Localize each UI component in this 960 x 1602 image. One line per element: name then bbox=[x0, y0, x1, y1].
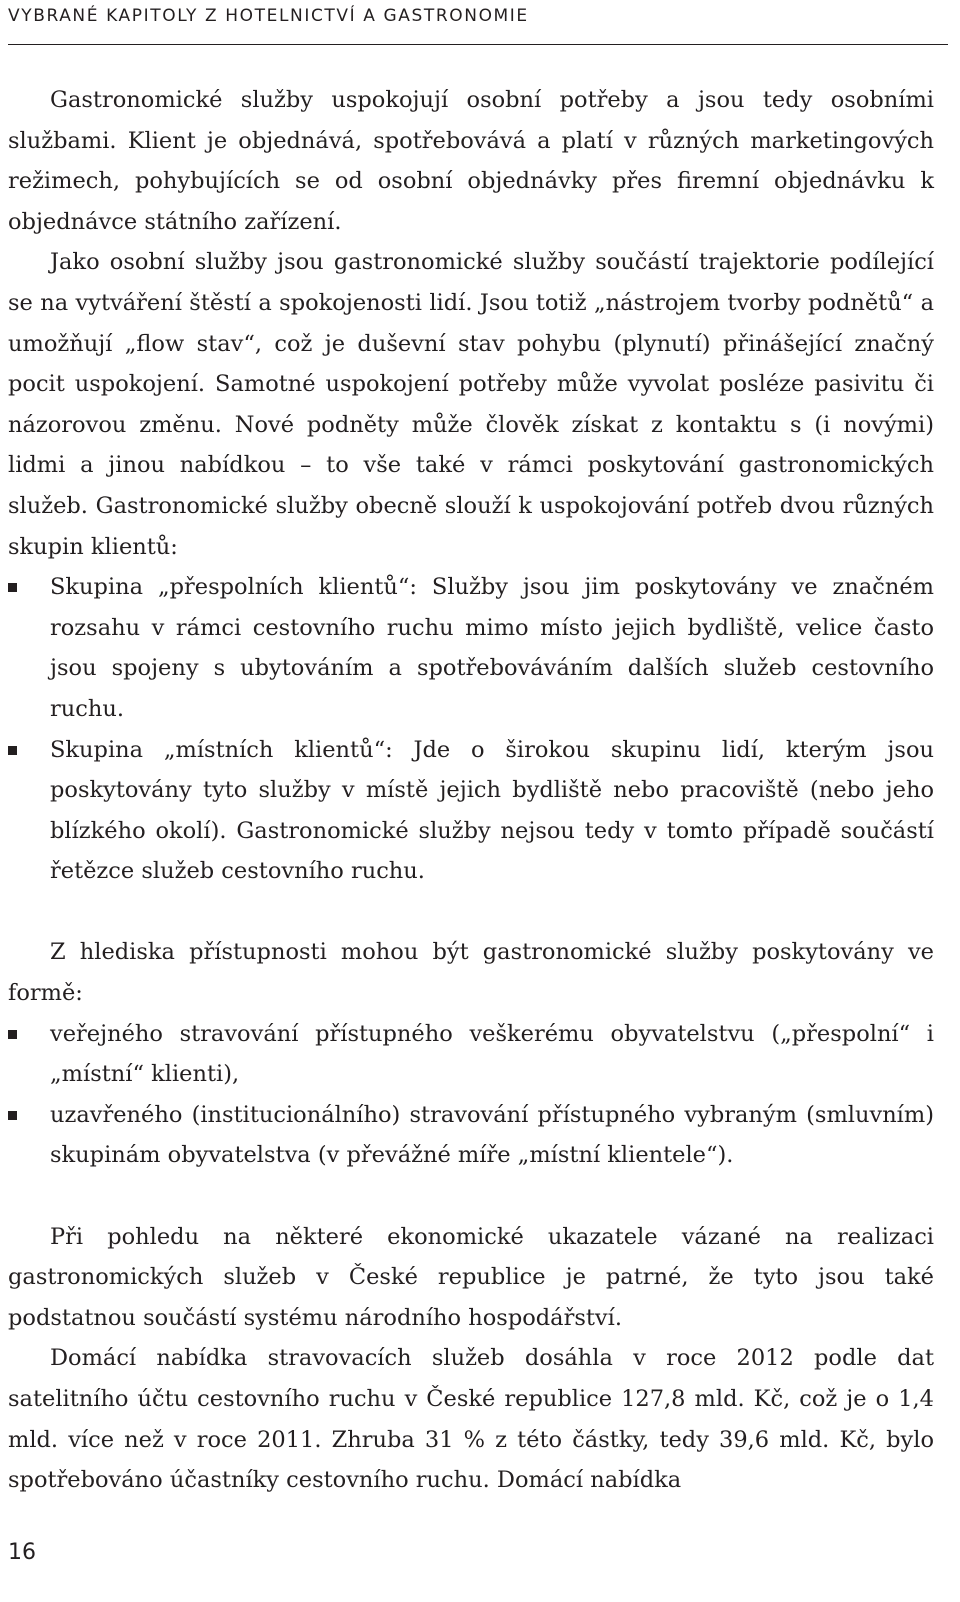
square-bullet-icon bbox=[8, 583, 17, 592]
running-header: VYBRANÉ KAPITOLY Z HOTELNICTVÍ A GASTRONOMIE bbox=[8, 6, 529, 26]
list-item-text: Skupina „přespolních klientů“: Služby jsou jim poskytovány ve značném rozsahu v rámci cestovního ruchu mimo místo jejich bydliště, velice často jsou spojeny s ubytováním a spotřebováváním dalších služeb cestovního ruchu. bbox=[50, 574, 934, 722]
paragraph-economic-indicators: Při pohledu na některé ekonomické ukazatele vázané na realizaci gastronomických služeb v České republice je patrné, že tyto jsou také podstatnou součástí systému národního hospodářství. bbox=[8, 1223, 934, 1331]
page-body bbox=[8, 80, 934, 1501]
square-bullet-icon bbox=[8, 746, 17, 755]
list-item bbox=[8, 1014, 934, 1095]
client-groups-list bbox=[8, 567, 934, 892]
paragraph-domestic-supply: Domácí nabídka stravovacích služeb dosáhla v roce 2012 podle dat satelitního účtu cestovního ruchu v České republice 127,8 mld. Kč, což je o 1,4 mld. více než v roce 2011. Zhruba 31 % z této částky, tedy 39,6 mld. Kč, bylo spotřebováno účastníky cestovního ruchu. Domácí nabídka bbox=[8, 1345, 934, 1494]
header-rule bbox=[8, 44, 948, 45]
list-item bbox=[8, 730, 934, 892]
paragraph-personal-services: Jako osobní služby jsou gastronomické služby součástí trajektorie podílející se na vytváření štěstí a spokojenosti lidí. Jsou totiž „nástrojem tvorby podnětů“ a umožňují „flow stav“, což je duševní stav pohybu (plynutí) přinášející značný pocit uspokojení. Samotné uspokojení potřeby může vyvolat posléze pasivitu či názorovou změnu. Nové podněty může člověk získat z kontaktu s (i novými) lidmi a jinou nabídkou – to vše také v rámci poskytování gastronomických služeb. Gastronomické služby obecně slouží k uspokojování potřeb dvou různých skupin klientů: bbox=[8, 249, 934, 560]
list-item-text: uzavřeného (institucionálního) stravování přístupného vybraným (smluvním) skupinám obyvatelstva (v převážné míře „místní klientele“). bbox=[50, 1101, 934, 1169]
list-item-text: veřejného stravování přístupného veškerému obyvatelstvu („přespolní“ i „místní“ klienti), bbox=[50, 1020, 934, 1088]
paragraph-accessibility: Z hlediska přístupnosti mohou být gastronomické služby poskytovány ve formě: bbox=[8, 939, 934, 1007]
list-item bbox=[8, 567, 934, 729]
service-forms-list bbox=[8, 1014, 934, 1176]
list-item-text: Skupina „místních klientů“: Jde o širokou skupinu lidí, kterým jsou poskytovány tyto služby v místě jejich bydliště nebo pracoviště (nebo jeho blízkého okolí). Gastronomické služby nejsou tedy v tomto případě součástí řetězce služeb cestovního ruchu. bbox=[50, 736, 934, 885]
page-number: 16 bbox=[8, 1540, 36, 1565]
paragraph-intro: Gastronomické služby uspokojují osobní potřeby a jsou tedy osobními službami. Klient je objednává, spotřebovává a platí v různých marketingových režimech, pohybujících se od osobní objednávky přes firemní objednávku k objednávce státního zařízení. bbox=[8, 87, 934, 235]
list-item bbox=[8, 1095, 934, 1176]
square-bullet-icon bbox=[8, 1111, 17, 1120]
square-bullet-icon bbox=[8, 1030, 17, 1039]
